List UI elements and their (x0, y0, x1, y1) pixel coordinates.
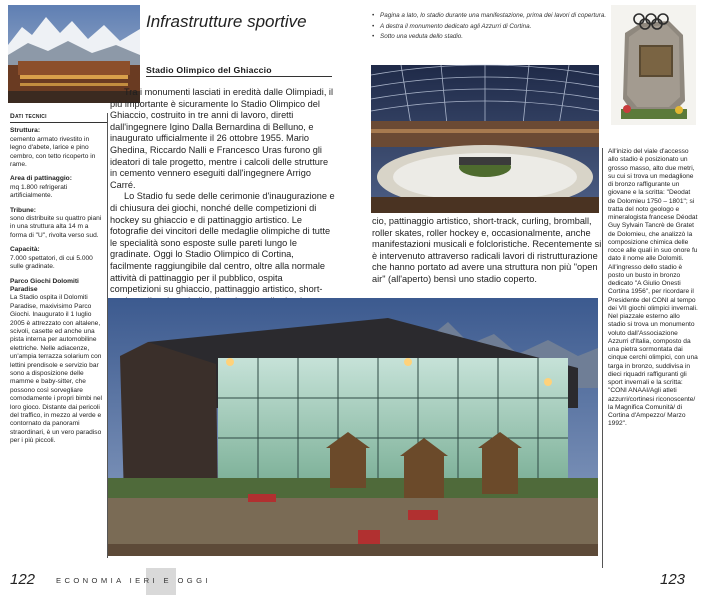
article-body-column-1 (110, 87, 336, 297)
article-continuation: cio, pattinaggio artistico, short-track, curling, bromball, roller skates, roller hockey e, occasionalmente, anche manifestazioni musicali e folcloristiche. Recentemente si è intervenuto attraverso radicali lavori di ristrutturazione che hanno portato ad avere una struttura non più "open air" (all'aperto) bensì uno stadio coperto. (372, 216, 602, 284)
sidebar-text: mq 1.800 refrigerati artificialmente. (10, 183, 68, 200)
sidebar-label: Tribune: (10, 206, 37, 214)
sidebar-text: 7.000 spettatori, di cui 5.000 sulle gradinate. (10, 254, 93, 271)
sidebar-block (10, 278, 107, 446)
photo-captions (372, 11, 610, 43)
right-column-text: All'inizio del viale d'accesso allo stadio è posizionato un grosso masso, alto due metri, su cui si trova un medaglione di bronzo raffigurante un giovane e la scritta: "Deodat de Dolomieu 1750 – 1801"; si tratta del noto geologo e mineralogista francese Déodat Guy Sylvain Tancrè de Gratet de Dolomieu, che analizzò la composizione chimica delle rocce alle quali in suo onore fu dato il nome alle Dolomiti. All'ingresso dello stadio è posto un busto in bronzo dedicato "A Giulio Onesti Cortina 1956", per ricordare il Presidente del CONI al tempo dei VII giochi olimpici invernali. Nel piazzale esterno allo stadio si trova un monumento voluto dall'Associazione Azzurri d'Italia, composto da una pietra sormontata dai cinque cerchi olimpici, con una targa in bronzo, suddivisa in dieci riquadri raffiguranti gli sport invernali e la scritta: "CONI ANAAI/Agli atleti azzurri/cortinesi riconoscente/ la Magnifica Comunità/ di Cortina d'Ampezzo/ Marzo 1992". (608, 148, 698, 428)
sidebar-text: sono distribuite su quattro piani in una struttura alta 14 m a forma di "U", rivolta verso sud. (10, 215, 102, 239)
article-heading: Stadio Olimpico del Ghiaccio (146, 65, 332, 77)
sidebar-label: Capacità: (10, 246, 40, 254)
caption-item: • Sotto una veduta dello stadio. (372, 32, 610, 43)
technical-data-sidebar (10, 113, 108, 558)
sidebar-block (10, 246, 107, 271)
sidebar-label: Struttura: (10, 127, 41, 135)
page-number-right: 123 (660, 571, 686, 588)
sidebar-text: La Stadio ospita il Dolomiti Paradise, maxivisimo Parco Giochi. Inaugurato il 1 luglio 2005 è attrezzato con altalene, scivoli, casette ed anche una pista interna per automobiline elettriche. Nelle adiacenze, un'ampia terrazza solarium con lettini prendisole e servizio bar sono a disposizione delle mamme e baby-sitter, che possono così sorvegliare comodamente i propri bimbi nel loro gioco. Distante dai pericoli del traffico, in mezzo al verde e contornato da panorami straordinari, è un vero paradiso per i più piccoli. (10, 294, 102, 445)
monument-photo (611, 5, 696, 125)
monument-description-column (602, 148, 698, 568)
sidebar-label: Area di pattinaggio: (10, 175, 72, 183)
article-body-column-2 (372, 216, 604, 294)
caption-item: • A destra il monumento dedicato agli Azzurri di Cortina. (372, 22, 610, 33)
section-title: Infrastrutture sportive (146, 12, 307, 31)
article-paragraph: Tra i monumenti lasciati in eredità dalle Olimpiadi, il più importante è sicuramente lo Stadio Olimpico del Ghiaccio, costruito in tre anni di lavoro, diretti dall'ingegnere Igino Dalla Bernardina di Belluno, e inaugurato ufficialmente il 26 ottobre 1955. Mario Ghedina, Riccardo Nalli e Francesco Uras furono gli ideatori di tale progetto, mentre i calcoli delle strutture in cemento vennero eseguiti dall'ingegnere Arrigo Carré. (110, 87, 334, 190)
sidebar-block (10, 207, 107, 241)
caption-item: • Pagina a lato, lo stadio durante una manifestazione, prima dei lavori di copertura. (372, 11, 610, 22)
stadium-interior-photo (371, 65, 599, 213)
sidebar-label: Parco Giochi Dolomiti Paradise (10, 277, 79, 293)
sidebar-block (10, 175, 107, 200)
sidebar-header: Dati tecnici (10, 113, 107, 123)
stadium-exterior-photo (108, 298, 598, 556)
article-paragraph: Lo Stadio fu sede delle cerimonie d'inaugurazione e di chiusura dei giochi, nonché delle competizioni di hockey su ghiaccio e di pattinaggio artistico. Le fotografie dei vincitori delle medaglie olimpiche di tutte le specialità sono esposte sulle pareti lungo le gradinate. Oggi lo Stadio Olimpico di Cortina, facilmente raggiungibile dal centro, oltre alla normale attività di pattinaggio per il pubblico, ospita competizioni su ghiaccio, pattinaggio artistico, short- (110, 191, 335, 295)
running-title: ECONOMIA IERI E OGGI (56, 576, 211, 585)
sidebar-text: cemento armato rivestito in legno d'abete, larice e pino cembro, con tetto ricoperto in rame. (10, 135, 96, 169)
page-number-left: 122 (10, 571, 36, 588)
sidebar-block (10, 127, 107, 169)
